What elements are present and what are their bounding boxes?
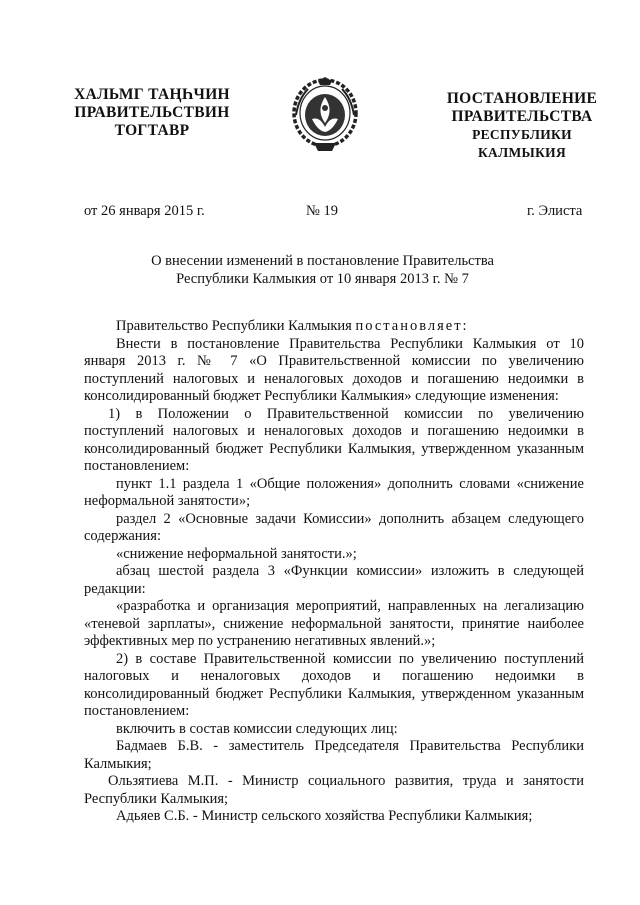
header-left	[58, 86, 246, 140]
header-right-line: РЕСПУБЛИКИ КАЛМЫКИЯ	[472, 127, 572, 160]
emblem-icon	[290, 75, 360, 155]
header-right-line: ПОСТАНОВЛЕНИЕ	[446, 90, 598, 107]
paragraph: 2) в составе Правительственной комиссии по увеличению поступлений налоговых и неналоговых доходов и погашению недоимки в консолидированный бюджет Республики Калмыкия, утвержденном указанным постановлением:	[84, 650, 584, 719]
title-line: Республики Калмыкия от 10 января 2013 г. № 7	[176, 271, 469, 287]
paragraph: абзац шестой раздела 3 «Функции комиссии» изложить в следующей редакции:	[84, 563, 584, 597]
header-right-line: ПРАВИТЕЛЬСТВА	[451, 108, 593, 125]
paragraph: раздел 2 «Основные задачи Комиссии» дополнить абзацем следующего содержания:	[84, 510, 584, 544]
header-left-line: ПРАВИТЕЛЬСТВИН	[74, 104, 230, 121]
paragraph: «разработка и организация мероприятий, направленных на легализацию «теневой зарплаты», снижение неформальной занятости, принятие наиболее эффективных мер по устранению негативных явлений.»;	[84, 598, 584, 649]
paragraph: Адьяев С.Б. - Министр сельского хозяйства Республики Калмыкия;	[116, 808, 533, 824]
document-body	[84, 318, 584, 826]
paragraph: Бадмаев Б.В. - заместитель Председателя Правительства Республики Калмыкия;	[84, 738, 584, 772]
header-left-line: ХАЛЬМГ ТАҢҺЧИН	[74, 86, 230, 103]
document-number: № 19	[306, 203, 338, 219]
intro-action: постановляет:	[355, 318, 469, 334]
paragraph: Ользятиева М.П. - Министр социального развития, труда и занятости Республики Калмыкия;	[84, 773, 584, 807]
paragraph: Внести в постановление Правительства Республики Калмыкия от 10 января 2013 г. № 7 «О Правительственной комиссии по увеличению поступлений налоговых и неналоговых доходов и погашению недоимки в консолидированный бюджет Республики Калмыкия» следующие изменения:	[84, 335, 584, 404]
document-date: от 26 января 2015 г.	[84, 203, 205, 219]
header-left-line: ТОГТАВР	[114, 122, 190, 139]
document-city: г. Элиста	[527, 203, 583, 219]
paragraph: 1) в Положении о Правительственной комиссии по увеличению поступлений налоговых и неналоговых доходов и погашению недоимки в консолидированный бюджет Республики Калмыкия, утвержденном указанным постановлением:	[84, 405, 584, 474]
intro-paragraph	[84, 318, 584, 336]
paragraph: включить в состав комиссии следующих лиц:	[116, 720, 398, 737]
paragraph: «снижение неформальной занятости.»;	[116, 545, 357, 562]
document-title	[130, 252, 515, 288]
paragraph: пункт 1.1 раздела 1 «Общие положения» дополнить словами «снижение неформальной занятости»;	[84, 475, 584, 509]
title-line: О внесении изменений в постановление Правительства	[151, 253, 494, 269]
intro-lead: Правительство Республики Калмыкия	[116, 318, 356, 334]
header-right	[428, 90, 616, 162]
